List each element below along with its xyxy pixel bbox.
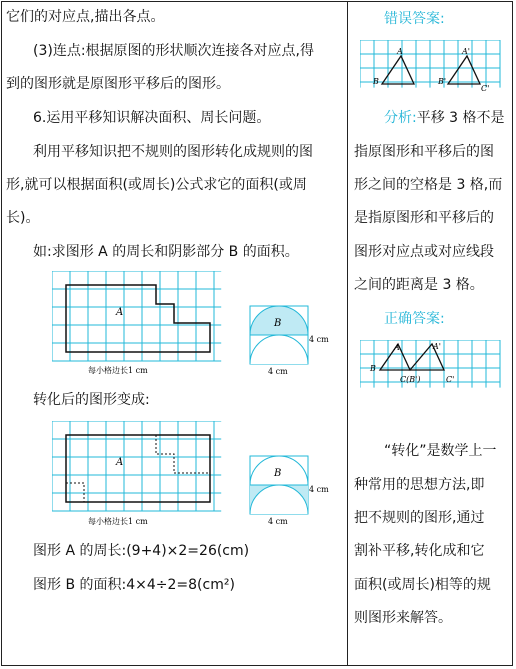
shape-b-label-2: B	[274, 468, 282, 479]
analysis-line-2: 指原图形和平移后的图	[354, 144, 494, 160]
svg-text:A: A	[397, 47, 403, 56]
analysis-line-5: 图形对应点或对应线段	[354, 244, 494, 260]
correct-answer-title: 正确答案:	[384, 311, 445, 327]
shape-b-figure	[246, 304, 336, 376]
analysis-line-1: 分析:平移 3 格不是	[384, 110, 505, 126]
svg-text:B: B	[370, 364, 376, 373]
svg-text:A: A	[394, 343, 400, 352]
left-line-5: 利用平移知识把不规则的图形转化成规则的图	[33, 144, 313, 160]
column-divider	[347, 1, 348, 666]
correct-answer-grid	[360, 340, 502, 392]
dim-bottom: 4 cm	[268, 367, 288, 376]
wrong-answer-grid	[360, 40, 502, 92]
left-line-3: 到的图形就是原图形平移后的图形。	[6, 76, 230, 92]
triangle-abc-prime	[448, 56, 480, 84]
analysis-label: 分析:	[384, 110, 417, 126]
left-line-6: 形,就可以根据面积(或周长)公式求它的面积(或周	[6, 177, 307, 193]
svg-text:C': C'	[446, 375, 455, 384]
analysis-line-3: 形之间的空格是 3 格,而	[354, 177, 503, 193]
tip-line-3: 把不规则的图形,通过	[354, 510, 485, 526]
grid-caption: 每小格边长1 cm	[88, 366, 148, 375]
svg-text:C': C'	[481, 84, 490, 92]
left-line-9: 转化后的图形变成:	[33, 392, 150, 408]
svg-text:A': A'	[462, 47, 470, 56]
shape-b-bottom-arc	[250, 335, 308, 364]
svg-text:B: B	[373, 77, 379, 86]
dim-bottom-2: 4 cm	[268, 517, 288, 526]
shape-a-label-2: A	[116, 457, 124, 468]
tip-line-2: 种常用的思想方法,即	[354, 477, 485, 493]
shape-a-label: A	[116, 307, 124, 318]
dim-right-2: 4 cm	[309, 485, 329, 494]
grid-caption-2: 每小格边长1 cm	[88, 517, 148, 526]
analysis-line-6: 之间的距离是 3 格。	[354, 277, 484, 293]
analysis-line-4: 是指原图形和平移后的	[354, 210, 494, 226]
tip-line-6: 则图形来解答。	[354, 610, 452, 626]
tip-line-4: 割补平移,转化成和它	[354, 543, 485, 559]
left-line-1: 它们的对应点,描出各点。	[6, 9, 165, 25]
svg-text:B': B'	[438, 77, 447, 86]
left-line-10: 图形 A 的周长:(9+4)×2=26(cm)	[33, 543, 250, 559]
svg-text:C(B'): C(B')	[400, 375, 421, 384]
shape-b-label: B	[274, 318, 282, 329]
svg-text:A': A'	[433, 342, 441, 351]
transformed-grid-figure	[52, 421, 222, 531]
left-line-7: 长)。	[6, 210, 40, 226]
left-line-11: 图形 B 的面积:4×4÷2=8(cm²)	[33, 577, 235, 593]
shape-b-transformed-figure	[246, 454, 336, 526]
tip-line-5: 面积(或周长)相等的规	[354, 577, 491, 593]
triangle-abc	[382, 56, 414, 84]
tip-line-1: “转化”是数学上一	[384, 443, 497, 459]
left-line-4: 6.运用平移知识解决面积、周长问题。	[33, 110, 271, 126]
original-grid-figure	[52, 271, 222, 381]
wrong-answer-title: 错误答案:	[384, 11, 445, 27]
left-line-8: 如:求图形 A 的周长和阴影部分 B 的面积。	[33, 244, 299, 260]
left-line-2: (3)连点:根据原图的形状顺次连接各对应点,得	[33, 43, 314, 59]
dim-right: 4 cm	[309, 335, 329, 344]
